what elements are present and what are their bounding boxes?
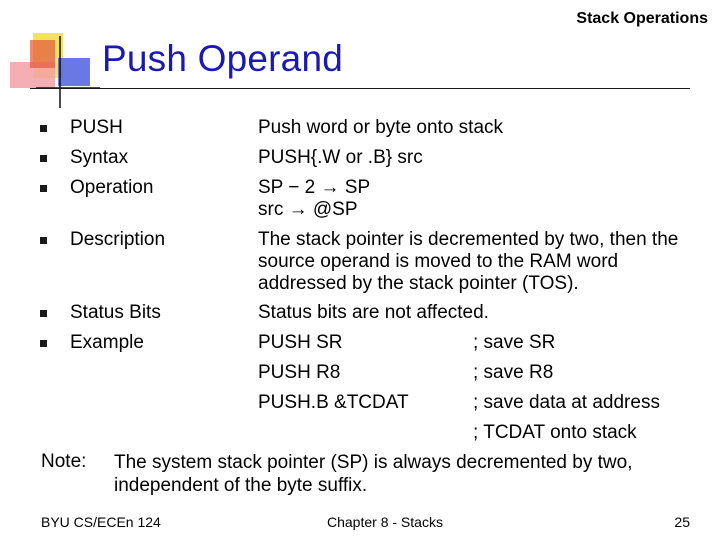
- footer-course: BYU CS/ECEn 124: [41, 514, 161, 530]
- example-comment: ; save data at address: [473, 392, 660, 413]
- bullet-icon: [40, 310, 47, 317]
- example-code: PUSH.B &TCDAT: [258, 392, 409, 413]
- example-comment: ; save SR: [473, 332, 556, 353]
- row-value-status-bits: Status bits are not affected.: [258, 302, 489, 323]
- bullet-icon: [40, 155, 47, 162]
- title-divider: [30, 88, 690, 89]
- row-value-operation-2: src → @SP: [258, 199, 358, 220]
- row-label-example: Example: [70, 332, 144, 353]
- corner-decoration: [0, 0, 110, 110]
- header-title: Stack Operations: [576, 10, 708, 27]
- row-value-operation-1: SP − 2 → SP: [258, 177, 371, 198]
- bullet-icon: [40, 125, 47, 132]
- row-label-description: Description: [70, 229, 166, 250]
- bullet-icon: [40, 237, 47, 244]
- example-comment: ; TCDAT onto stack: [473, 422, 637, 443]
- row-label-status-bits: Status Bits: [70, 302, 161, 323]
- row-label-push: PUSH: [70, 117, 123, 138]
- note-label: Note:: [41, 451, 87, 472]
- row-label-syntax: Syntax: [70, 147, 129, 168]
- row-value-push: Push word or byte onto stack: [258, 117, 504, 138]
- bullet-icon: [40, 185, 47, 192]
- row-value-syntax: PUSH{.W or .B} src: [258, 147, 423, 168]
- footer-page-number: 25: [674, 514, 690, 530]
- footer-chapter: Chapter 8 - Stacks: [327, 514, 443, 530]
- bullet-icon: [40, 340, 47, 347]
- example-code: PUSH SR: [258, 332, 343, 353]
- note-text: The system stack pointer (SP) is always decremented by two, independent of the byte suffix.: [114, 452, 633, 496]
- row-value-description: The stack pointer is decremented by two, then the source operand is moved to the RAM word addressed by the stack pointer (TOS).: [258, 229, 679, 294]
- row-label-operation: Operation: [70, 177, 154, 198]
- example-code: PUSH R8: [258, 362, 341, 383]
- example-comment: ; save R8: [473, 362, 554, 383]
- slide-title: Push Operand: [102, 38, 344, 79]
